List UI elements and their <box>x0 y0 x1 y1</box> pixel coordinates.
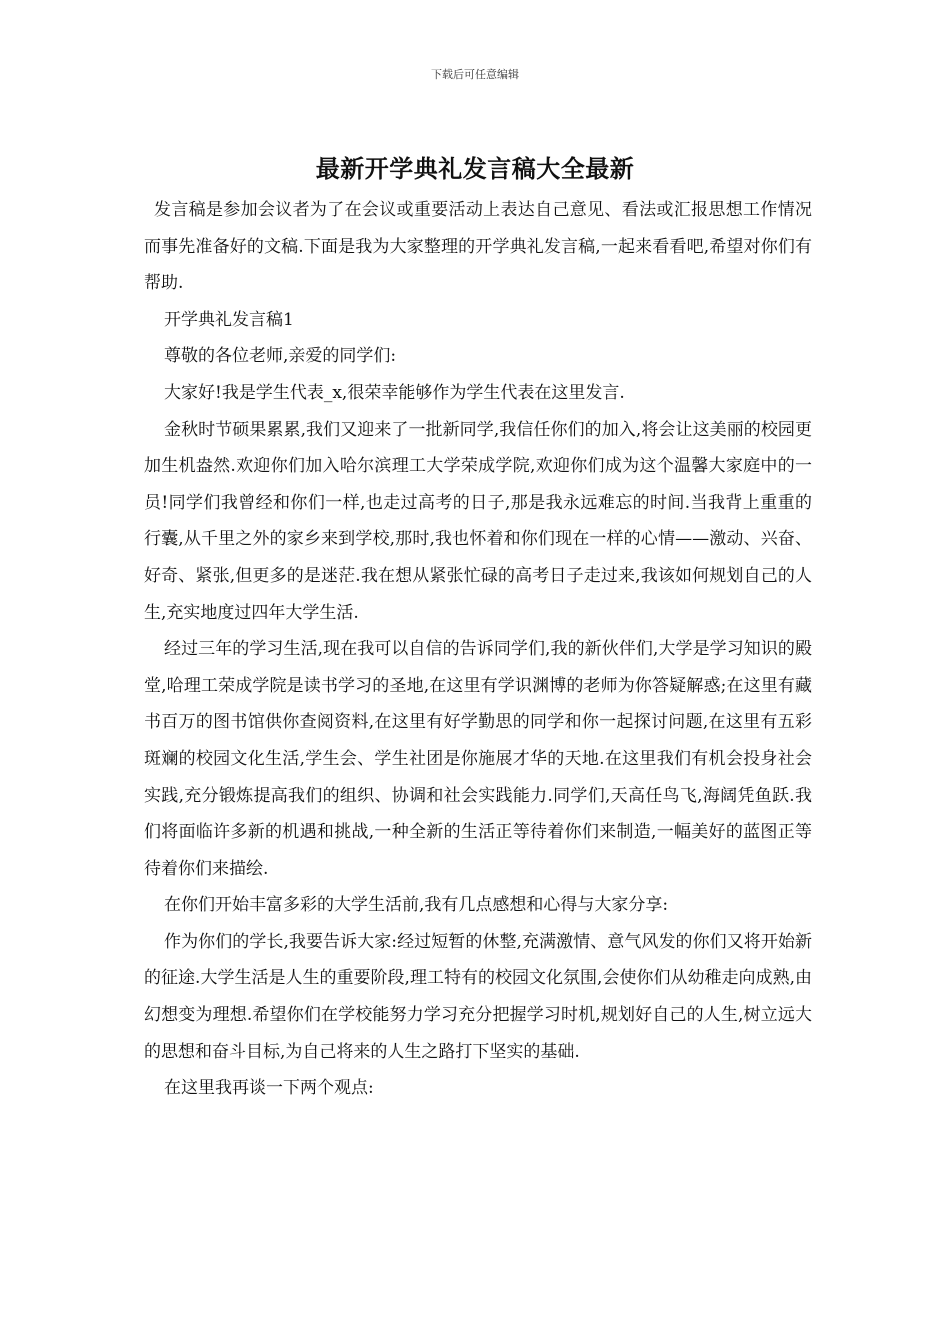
paragraph-intro: 发言稿是参加会议者为了在会议或重要活动上表达自己意见、看法或汇报思想工作情况而事先准备好的文稿.下面是我为大家整理的开学典礼发言稿,一起来看看吧,希望对你们有帮助. <box>144 200 812 294</box>
paragraph-body: 作为你们的学长,我要告诉大家:经过短暂的休整,充满激情、意气风发的你们又将开始新的征途.大学生活是人生的重要阶段,理工特有的校园文化氛围,会使你们从幼稚走向成熟,由幻想变为理想.希望你们在学校能努力学习充分把握学习时机,规划好自己的人生,树立远大的思想和奋斗目标,为自己将来的人生之路打下坚实的基础. <box>144 931 812 1062</box>
paragraph-salutation: 尊敬的各位老师,亲爱的同学们: <box>164 346 397 367</box>
paragraph-greeting: 大家好!我是学生代表_x,很荣幸能够作为学生代表在这里发言. <box>164 382 625 403</box>
paragraph-body: 金秋时节硕果累累,我们又迎来了一批新同学,我信任你们的加入,将会让这美丽的校园更加生机盎然.欢迎你们加入哈尔滨理工大学荣成学院,欢迎你们成为这个温馨大家庭中的一员!同学们我曾经和你们一样,也走过高考的日子,那是我永远难忘的时间.当我背上重重的行囊,从千里之外的家乡来到学校,那时,我也怀着和你们现在一样的心情——激动、兴奋、好奇、紧张,但更多的是迷茫.我在想从紧张忙碌的高考日子走过来,我该如何规划自己的人生,充实地度过四年大学生活. <box>144 419 812 623</box>
paragraph-body: 在你们开始丰富多彩的大学生活前,我有几点感想和心得与大家分享: <box>164 895 669 916</box>
paragraph-section-heading: 开学典礼发言稿1 <box>164 309 294 330</box>
header-note: 下载后可任意编辑 <box>431 68 519 81</box>
paragraph-body: 在这里我再谈一下两个观点: <box>164 1078 374 1099</box>
document-body <box>144 192 812 1107</box>
paragraph-body: 经过三年的学习生活,现在我可以自信的告诉同学们,我的新伙伴们,大学是学习知识的殿堂,哈理工荣成学院是读书学习的圣地,在这里有学识渊博的老师为你答疑解惑;在这里有藏书百万的图书馆供你查阅资料,在这里有好学勤思的同学和你一起探讨问题,在这里有五彩斑斓的校园文化生活,学生会、学生社团是你施展才华的天地.在这里我们有机会投身社会实践,充分锻炼提高我们的组织、协调和社会实践能力.同学们,天高任鸟飞,海阔凭鱼跃.我们将面临许多新的机遇和挑战,一种全新的生活正等待着你们来制造,一幅美好的蓝图正等待着你们来描绘. <box>144 639 812 879</box>
document-title: 最新开学典礼发言稿大全最新 <box>315 154 635 183</box>
